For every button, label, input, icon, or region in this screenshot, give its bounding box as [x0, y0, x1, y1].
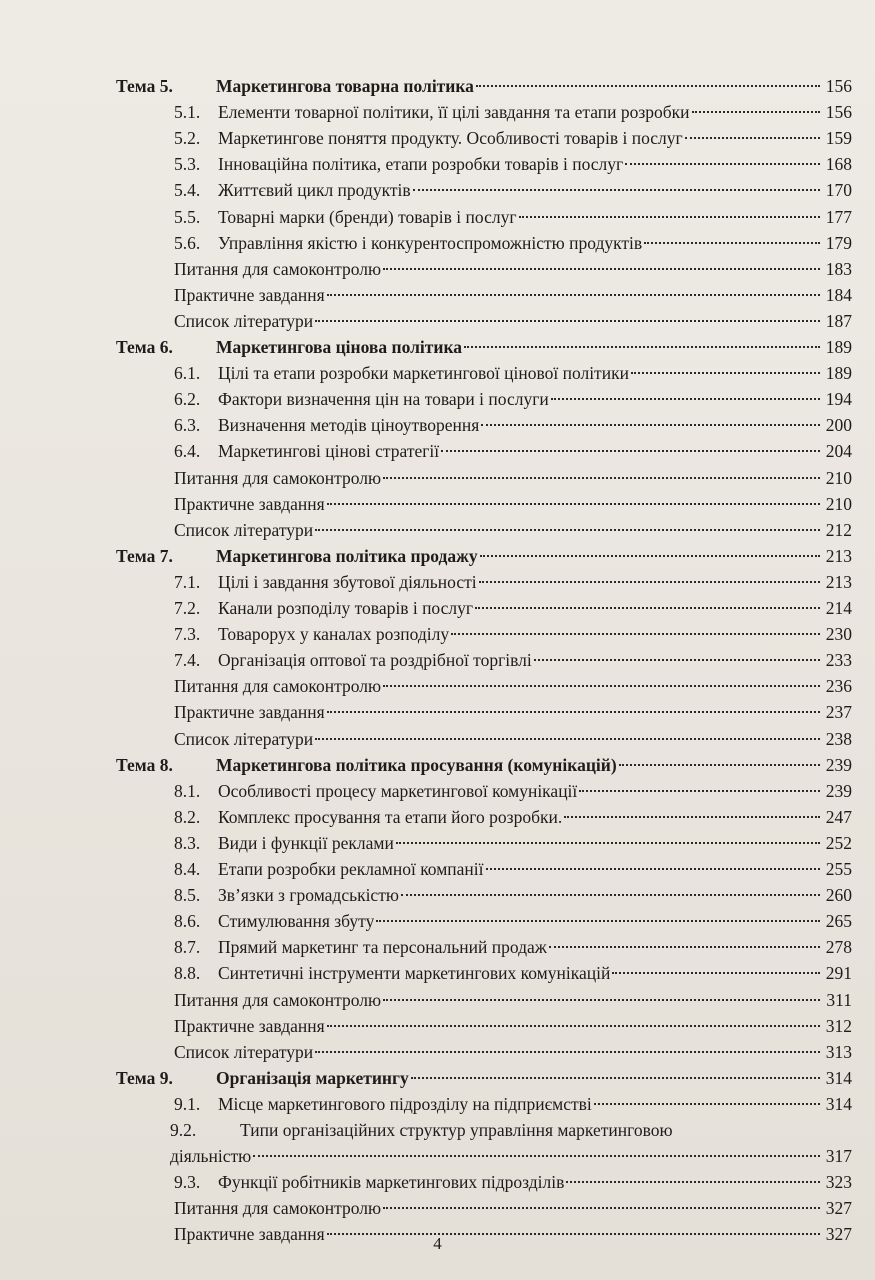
- toc-page-number: 311: [826, 989, 852, 1010]
- toc-entry-number: 8.5.: [174, 885, 201, 906]
- toc-entry-title: Товарні марки (бренди) товарів і послуг: [218, 206, 517, 227]
- dot-leader: [480, 554, 820, 557]
- dot-leader: [594, 1102, 820, 1105]
- toc-entry-row: [170, 1144, 852, 1168]
- toc-entry-title: Канали розподілу товарів і послуг: [218, 598, 474, 618]
- toc-entry-number: 9.2.: [170, 1120, 197, 1140]
- toc-entry-number: 5.6.: [174, 232, 201, 253]
- toc-entry-number: 9.3.: [174, 1172, 201, 1193]
- dot-leader: [327, 293, 820, 296]
- toc-entry-title: Маркетингові цінові стратегії: [218, 441, 440, 462]
- toc-entry-row: [174, 883, 852, 907]
- dot-leader: [692, 110, 820, 113]
- toc-page-number: 233: [825, 650, 852, 671]
- toc-entry-number: 8.3.: [174, 832, 201, 853]
- toc-entry-number: 7.2.: [174, 598, 201, 618]
- dot-leader: [315, 528, 820, 531]
- toc-entry-title: Питання для самоконтролю: [174, 258, 382, 279]
- dot-leader: [579, 789, 820, 792]
- toc-page-number: 189: [825, 337, 852, 357]
- toc-entry-number: 7.1.: [174, 571, 201, 592]
- toc-entry-title: Види і функції реклами: [218, 832, 394, 853]
- toc-page-number: 204: [825, 441, 852, 462]
- toc-topic-row: [116, 1066, 852, 1090]
- toc-entry-number: 5.2.: [174, 128, 201, 149]
- toc-page-number: 312: [825, 1015, 852, 1036]
- toc-entry-row: [174, 831, 852, 855]
- toc-entry-number: 9.1.: [174, 1093, 201, 1114]
- toc-entry-title: Практичне завдання: [174, 1224, 325, 1245]
- toc-entry-number: 8.7.: [174, 937, 201, 958]
- dot-leader: [551, 397, 820, 400]
- toc-entry-title: Прямий маркетинг та персональний продаж: [218, 937, 547, 958]
- toc-entry-title: Життєвий цикл продуктів: [218, 180, 411, 201]
- toc-entry-number: 6.3.: [174, 415, 201, 436]
- toc-entry-title: Маркетингова політика просування (комунікацій): [216, 754, 617, 775]
- toc-entry-title: Місце маркетингового підрозділу на підприємстві: [218, 1093, 592, 1114]
- toc-entry-title: Список літератури: [174, 1041, 314, 1062]
- dot-leader: [441, 449, 820, 452]
- dot-leader: [476, 84, 820, 87]
- toc-page-number: 194: [825, 389, 852, 410]
- toc-entry-row: [174, 466, 852, 490]
- toc-page-number: 278: [825, 937, 852, 958]
- toc-page-number: 260: [825, 885, 852, 906]
- toc-page-number: 237: [825, 702, 852, 723]
- toc-entry-row: [174, 622, 852, 646]
- toc-entry-title: Управління якістю і конкурентоспроможністю продуктів: [218, 232, 643, 253]
- toc-page-number: 184: [825, 284, 852, 305]
- page-number: 4: [433, 1234, 442, 1253]
- dot-leader: [644, 241, 820, 244]
- toc-entry-row: [174, 1196, 852, 1220]
- toc-page-number: 247: [825, 806, 852, 827]
- toc-entry-row: [174, 413, 852, 437]
- toc-entry-row: [174, 257, 852, 281]
- dot-leader: [327, 1024, 820, 1027]
- toc-page-number: 189: [825, 363, 852, 384]
- toc-entry-title: Питання для самоконтролю: [174, 676, 382, 697]
- toc-entry-title: Комплекс просування та етапи його розробки.: [218, 806, 563, 827]
- toc-entry-title: Практичне завдання: [174, 493, 325, 514]
- toc-entry-row: [174, 700, 852, 724]
- toc-entry-row: [174, 648, 852, 672]
- toc-entry-row: [174, 1014, 852, 1038]
- toc-entry-title: Особливості процесу маркетингової комунікації: [218, 780, 578, 801]
- toc-page-number: 252: [825, 832, 852, 853]
- dot-leader: [383, 998, 820, 1001]
- toc-entry-title: Питання для самоконтролю: [174, 467, 382, 488]
- toc-entry-title: Практичне завдання: [174, 284, 325, 305]
- toc-entry-number: Тема 6.: [116, 337, 173, 357]
- toc-page-number: 317: [825, 1146, 852, 1167]
- toc-entry-title: Інноваційна політика, етапи розробки товарів і послуг: [218, 154, 624, 175]
- toc-page-number: 230: [825, 624, 852, 645]
- toc-entry-row: [174, 805, 852, 829]
- toc-page-number: 323: [825, 1172, 852, 1193]
- toc-page-number: 177: [825, 206, 852, 227]
- toc-page-number: 210: [825, 493, 852, 514]
- dot-leader: [486, 867, 820, 870]
- toc-entry-row: [174, 205, 852, 229]
- toc-entry-title: Синтетичні інструменти маркетингових комунікацій: [218, 963, 611, 984]
- toc-entry-title: Визначення методів ціноутворення: [218, 415, 480, 436]
- toc-page-number: 168: [825, 154, 852, 175]
- toc-entry-row: [174, 570, 852, 594]
- dot-leader: [566, 1180, 820, 1183]
- toc-entry-number: Тема 8.: [116, 754, 173, 775]
- toc-entry-row: [174, 178, 852, 202]
- toc-page-number: 159: [825, 128, 852, 149]
- toc-entry-row: [174, 779, 852, 803]
- toc-entry-number: 6.4.: [174, 441, 201, 462]
- dot-leader: [519, 215, 820, 218]
- dot-leader: [315, 1050, 820, 1053]
- toc-entry-row: [174, 309, 852, 333]
- toc-entry-row: [174, 909, 852, 933]
- toc-page-number: 213: [825, 545, 852, 566]
- toc-entry-number: 8.4.: [174, 859, 201, 879]
- toc-entry-number: 7.4.: [174, 650, 201, 671]
- dot-leader: [564, 815, 820, 818]
- toc-entry-title: Список літератури: [174, 519, 314, 540]
- toc-entry-title: Маркетингова цінова політика: [216, 337, 463, 357]
- dot-leader: [396, 841, 820, 844]
- toc-entry-title: Етапи розробки рекламної компанії: [218, 859, 484, 879]
- toc-page-number: 156: [825, 102, 852, 123]
- toc-topic-row: [116, 335, 852, 359]
- toc-entry-title: Маркетингова товарна політика: [216, 76, 474, 96]
- dot-leader: [625, 162, 820, 165]
- toc-entry-row: [174, 727, 852, 751]
- toc-entry-row: [174, 988, 852, 1012]
- toc-entry-row: [174, 1170, 852, 1194]
- toc-page-number: 236: [825, 676, 852, 697]
- toc-entry-row: [174, 439, 852, 463]
- dot-leader: [619, 763, 820, 766]
- toc-page-number: 327: [825, 1224, 852, 1245]
- toc-entry-number: 5.1.: [174, 102, 201, 123]
- toc-entry-number: 7.3.: [174, 624, 201, 645]
- dot-leader: [479, 580, 820, 583]
- dot-leader: [383, 1206, 820, 1209]
- toc-page-number: 179: [825, 232, 852, 253]
- dot-leader: [549, 945, 820, 948]
- dot-leader: [315, 737, 820, 740]
- dot-leader: [631, 371, 820, 374]
- toc-entry-number: 8.2.: [174, 806, 201, 827]
- toc-entry-number: Тема 7.: [116, 545, 173, 566]
- toc-entry-number: 6.1.: [174, 363, 201, 384]
- toc-page-number: 327: [825, 1198, 852, 1219]
- dot-leader: [685, 136, 820, 139]
- toc-entry-row: [174, 231, 852, 255]
- toc-entry-row: [174, 961, 852, 985]
- dot-leader: [376, 919, 820, 922]
- dot-leader: [401, 893, 820, 896]
- dot-leader: [315, 319, 820, 322]
- toc-page-number: 313: [825, 1041, 852, 1062]
- toc-topic-row: [116, 74, 852, 98]
- toc-page-number: 314: [825, 1093, 852, 1114]
- toc-entry-number: 8.6.: [174, 911, 201, 932]
- dot-leader: [411, 1076, 820, 1079]
- dot-leader: [253, 1154, 820, 1157]
- toc-entry-title: Цілі та етапи розробки маркетингової цінової політики: [218, 363, 629, 384]
- toc-entry-title: Практичне завдання: [174, 1015, 325, 1036]
- toc-page-number: 238: [825, 728, 852, 749]
- toc-page-number: 239: [825, 754, 852, 775]
- toc-entry-title: Маркетингова політика продажу: [216, 545, 478, 566]
- toc-entry-title: Список літератури: [174, 310, 314, 331]
- toc-entry-row: [174, 1040, 852, 1064]
- toc-page-number: 212: [825, 519, 852, 540]
- toc-entry-title: Функції робітників маркетингових підрозділів: [218, 1172, 565, 1193]
- toc-entry-row: [174, 283, 852, 307]
- toc-entry-title: Елементи товарної політики, її цілі завдання та етапи розробки: [218, 102, 690, 123]
- toc-entry-title: Практичне завдання: [174, 702, 325, 723]
- toc-page-number: 210: [825, 467, 852, 488]
- toc-page-number: 183: [825, 258, 852, 279]
- toc-entry-title: Зв’язки з громадськістю: [218, 885, 399, 906]
- toc-page-number: 255: [825, 859, 852, 879]
- toc-topic-row: [116, 753, 852, 777]
- toc-page-number: 239: [825, 780, 852, 801]
- toc-entry-row: [170, 1118, 852, 1142]
- dot-leader: [383, 684, 820, 687]
- toc-entry-row: [174, 935, 852, 959]
- toc-entry-title: Фактори визначення цін на товари і послуги: [218, 389, 549, 410]
- toc-page-number: 265: [825, 911, 852, 932]
- toc-entry-row: [174, 518, 852, 542]
- toc-page-number: 214: [825, 598, 852, 618]
- toc-entry-row: [174, 361, 852, 385]
- toc-entry-number: Тема 5.: [116, 76, 173, 96]
- dot-leader: [475, 606, 820, 609]
- toc-entry-row: [174, 596, 852, 620]
- toc-entry-title: Організація оптової та роздрібної торгівлі: [218, 650, 532, 671]
- toc-page-number: 156: [825, 76, 852, 96]
- toc-entry-number: 8.1.: [174, 780, 201, 801]
- dot-leader: [612, 971, 820, 974]
- toc-entry-title: Товарорух у каналах розподілу: [218, 624, 450, 645]
- toc-entry-row: [174, 857, 852, 881]
- toc-entry-row: [174, 126, 852, 150]
- toc-page-number: 291: [825, 963, 852, 984]
- toc-entry-number: 5.3.: [174, 154, 201, 175]
- dot-leader: [327, 502, 820, 505]
- toc-entry-number: 5.4.: [174, 180, 201, 201]
- dot-leader: [464, 345, 820, 348]
- toc-page-number: 187: [825, 310, 852, 331]
- toc-entry-number: 6.2.: [174, 389, 201, 410]
- toc-page-number: 314: [825, 1067, 852, 1088]
- toc-entry-title: Типи організаційних структур управління маркетинговою: [240, 1120, 673, 1140]
- toc-entry-title: Організація маркетингу: [216, 1067, 409, 1088]
- toc-entry-row: [174, 152, 852, 176]
- toc-entry-title: Стимулювання збуту: [218, 911, 375, 932]
- toc-entry-row: [174, 674, 852, 698]
- toc-entry-number: 8.8.: [174, 963, 201, 984]
- dot-leader: [534, 658, 820, 661]
- toc-entry-row: [174, 492, 852, 516]
- toc-page-number: 213: [825, 571, 852, 592]
- dot-leader: [481, 423, 820, 426]
- dot-leader: [327, 710, 820, 713]
- dot-leader: [383, 476, 820, 479]
- toc-topic-row: [116, 544, 852, 568]
- toc-entry-title: діяльністю: [170, 1146, 252, 1167]
- dot-leader: [451, 632, 820, 635]
- toc-entry-row: [174, 387, 852, 411]
- dot-leader: [383, 267, 820, 270]
- toc-entry-title: Питання для самоконтролю: [174, 989, 382, 1010]
- toc-entry-row: [174, 1092, 852, 1116]
- toc-entry-row: [174, 100, 852, 124]
- toc-entry-title: Список літератури: [174, 728, 314, 749]
- toc-page-number: 200: [825, 415, 852, 436]
- toc-entry-title: Маркетингове поняття продукту. Особливості товарів і послуг: [218, 128, 683, 149]
- toc-entry-number: Тема 9.: [116, 1067, 173, 1088]
- toc-page-number: 170: [825, 180, 852, 201]
- toc-entry-title: Цілі і завдання збутової діяльності: [218, 571, 477, 592]
- dot-leader: [413, 188, 820, 191]
- toc-entry-number: 5.5.: [174, 206, 201, 227]
- toc-entry-title: Питання для самоконтролю: [174, 1198, 382, 1219]
